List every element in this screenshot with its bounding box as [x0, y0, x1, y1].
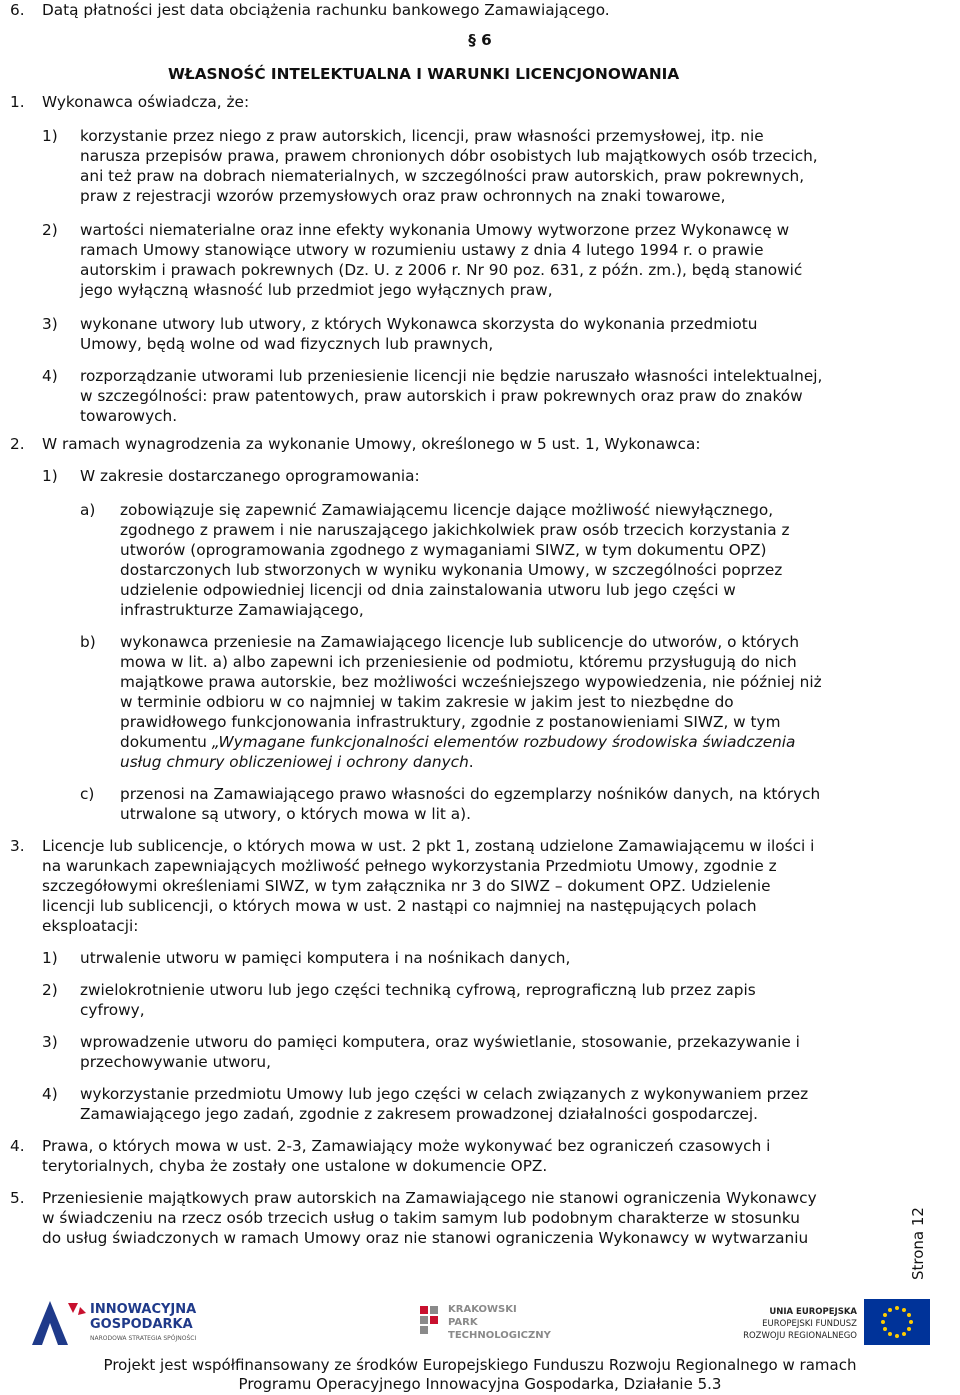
page-number-label: Strona 12 — [909, 1207, 927, 1280]
ig-logo-line3: NARODOWA STRATEGIA SPÓJNOŚCI — [90, 1335, 197, 1342]
paragraph-line: terytorialnych, chyba że zostały one ustalone w dokumencie OPZ. — [42, 1157, 548, 1175]
list-item-line: ramach Umowy stanowiące utwory w rozumieniu ustawy z dnia 4 lutego 1994 r. o prawie — [80, 241, 764, 259]
paragraph-line: Prawa, o których mowa w ust. 2-3, Zamawiający może wykonywać bez ograniczeń czasowych i — [42, 1137, 771, 1155]
list-number: 6. — [10, 1, 25, 19]
list-item-line: jego wyłączną własność lub przedmiot jego wyłącznych praw, — [80, 281, 553, 299]
list-item-line: cyfrowy, — [80, 1001, 145, 1019]
list-item-line: Zamawiającego jego zadań, zgodnie z zakresem prowadzonej działalności gospodarczej. — [80, 1105, 759, 1123]
list-item-line: autorskim i prawach pokrewnych (Dz. U. z 2006 r. Nr 90 poz. 631, z późn. zm.), będą stanowić — [80, 261, 803, 279]
list-item-line: wartości niematerialne oraz inne efekty wykonania Umowy wytworzone przez Wykonawcę w — [80, 221, 790, 239]
krakowski-park-technologiczny-logo — [418, 1302, 551, 1346]
list-number: 1) — [42, 949, 58, 967]
list-item-line: utrwalenie utworu w pamięci komputera i na nośnikach danych, — [80, 949, 571, 967]
list-letter: b) — [80, 633, 96, 651]
kppt-logo-line3: TECHNOLOGICZNY — [448, 1330, 551, 1341]
list-item-line: wykorzystanie przedmiotu Umowy lub jego części w celach związanych z wykonywaniem przez — [80, 1085, 809, 1103]
list-item-line: wykonane utwory lub utwory, z których Wykonawca skorzysta do wykonania przedmiotu — [80, 315, 758, 333]
document-title-italic: usług chmury obliczeniowej i ochrony danych — [120, 753, 469, 771]
paragraph-line: do usług świadczonych w ramach Umowy oraz nie stanowi ograniczenia Wykonawcy w wytwarzaniu — [42, 1229, 809, 1247]
list-item-line: wykonawca przeniesie na Zamawiającego licencje lub sublicencje do utworów, o których — [120, 633, 800, 651]
list-item-line: korzystanie przez niego z praw autorskich, licencji, praw własności przemysłowej, itp. nie — [80, 127, 764, 145]
paragraph-line: Licencje lub sublicencje, o których mowa w ust. 2 pkt 1, zostaną udzielone Zamawiającemu w ilości i — [42, 837, 815, 855]
list-number: 2. — [10, 435, 25, 453]
paragraph-line: na warunkach zapewniających możliwość pełnego wykorzystania Przedmiotu Umowy, zgodnie z — [42, 857, 777, 875]
list-item-line: udzielenie odpowiedniej licencji od dnia zainstalowania utworu lub jego części w — [120, 581, 736, 599]
text-run: dokumentu — [120, 733, 212, 751]
paragraph-intro: Wykonawca oświadcza, że: — [42, 93, 250, 111]
list-item-line: mowa w lit. a) albo zapewni ich przeniesienie od podmiotu, któremu przysługują do nich — [120, 653, 797, 671]
list-item-line: w terminie odbioru w co najmniej w takim zakresie w jakim jest to niezbędne do — [120, 693, 734, 711]
list-number: 1) — [42, 127, 58, 145]
text-run: . — [468, 753, 474, 771]
list-number: 1) — [42, 467, 58, 485]
list-item-line: Umowy, będą wolne od wad fizycznych lub prawnych, — [80, 335, 494, 353]
list-item-line: zgodnego z prawem i nie naruszającego jakichkolwiek praw osób trzecich korzystania z — [120, 521, 790, 539]
list-item-line: przenosi na Zamawiającego prawo własności do egzemplarzy nośników danych, na których — [120, 785, 821, 803]
list-number: 3. — [10, 837, 25, 855]
footer-line-1: Projekt jest współfinansowany ze środków Europejskiego Funduszu Rozwoju Regionalnego w ramach — [103, 1356, 857, 1374]
list-item-line: prawidłowego funkcjonowania infrastruktury, zgodnie z postanowieniami SIWZ, w tym — [120, 713, 781, 731]
list-item-line: utworów (oprogramowania zgodnego z wymaganiami SIWZ, w tym dokumentu OPZ) — [120, 541, 767, 559]
list-item-line: wprowadzenie utworu do pamięci komputera, oraz wyświetlanie, stosowanie, przekazywanie i — [80, 1033, 800, 1051]
list-item-line: W zakresie dostarczanego oprogramowania: — [80, 467, 420, 485]
list-item-line: dostarczonych lub stworzonych w wyniku wykonania Umowy, w szczególności poprzez — [120, 561, 783, 579]
list-letter: c) — [80, 785, 95, 803]
list-number: 4. — [10, 1137, 25, 1155]
list-item-line: rozporządzanie utworami lub przeniesienie licencji nie będzie naruszało własności intelektualnej, — [80, 367, 823, 385]
eu-logo-line3: ROZWOJU REGIONALNEGO — [743, 1331, 857, 1341]
kppt-mark-icon — [418, 1304, 448, 1344]
eu-flag-icon — [864, 1299, 930, 1345]
document-title-italic: „Wymagane funkcjonalności elementów rozbudowy środowiska świadczenia — [211, 733, 796, 751]
list-number: 1. — [10, 93, 25, 111]
list-item-line: utrwalone są utwory, o których mowa w lit a). — [120, 805, 471, 823]
list-number: 4) — [42, 1085, 58, 1103]
ig-logo-line2: GOSPODARKA — [90, 1317, 193, 1332]
list-item-line: majątkowe prawa autorskie, bez możliwości wcześniejszego wypowiedzenia, nie później niż — [120, 673, 822, 691]
section-title: WŁASNOŚĆ INTELEKTUALNA I WARUNKI LICENCJONOWANIA — [168, 65, 680, 83]
eu-logo-line1: UNIA EUROPEJSKA — [769, 1307, 857, 1317]
list-item-line: zobowiązuje się zapewnić Zamawiającemu licencje dające możliwość niewyłącznego, — [120, 501, 774, 519]
list-number: 2) — [42, 221, 58, 239]
kppt-logo-line1: KRAKOWSKI — [448, 1304, 517, 1315]
list-letter: a) — [80, 501, 96, 519]
list-item-line — [120, 752, 474, 772]
list-item-line: zwielokrotnienie utworu lub jego części techniką cyfrową, reprograficzną lub przez zapis — [80, 981, 756, 999]
eu-logo-line2: EUROPEJSKI FUNDUSZ — [762, 1319, 857, 1329]
list-number: 2) — [42, 981, 58, 999]
paragraph-text: Datą płatności jest data obciążenia rachunku bankowego Zamawiającego. — [42, 1, 610, 19]
list-number: 4) — [42, 367, 58, 385]
innowacyjna-gospodarka-logo — [28, 1297, 208, 1349]
paragraph-line: w świadczeniu na rzecz osób trzecich usług o takim samym lub podobnym charakterze w stosunku — [42, 1209, 800, 1227]
paragraph-line: Przeniesienie majątkowych praw autorskich na Zamawiającego nie stanowi ograniczenia Wykonawcy — [42, 1189, 817, 1207]
ig-logo-line1: INNOWACYJNA — [90, 1302, 197, 1317]
list-item-line: przechowywanie utworu, — [80, 1053, 271, 1071]
paragraph-line: licencji lub sublicencji, o których mowa w ust. 2 nastąpi co najmniej na następujących polach — [42, 897, 757, 915]
list-number: 3) — [42, 1033, 58, 1051]
eu-fund-logo — [682, 1297, 932, 1349]
list-item-line: towarowych. — [80, 407, 178, 425]
paragraph-line: szczegółowymi określeniami SIWZ, w tym załącznika nr 3 do SIWZ – dokument OPZ. Udzielenie — [42, 877, 771, 895]
list-number: 5. — [10, 1189, 25, 1207]
paragraph-line: eksploatacji: — [42, 917, 139, 935]
kppt-logo-line2: PARK — [448, 1317, 478, 1328]
list-item-line: infrastrukturze Zamawiającego, — [120, 601, 364, 619]
list-item-line: praw z rejestracji wzorów przemysłowych oraz praw ochronnych na znaki towarowe, — [80, 187, 726, 205]
list-item-line: narusza przepisów prawa, prawem chronionych dóbr osobistych lub majątkowych osób trzecich, — [80, 147, 818, 165]
list-item-line — [120, 732, 795, 752]
footer-line-2: Programu Operacyjnego Innowacyjna Gospodarka, Działanie 5.3 — [238, 1375, 722, 1393]
section-symbol: § 6 — [468, 31, 492, 49]
list-number: 3) — [42, 315, 58, 333]
list-item-line: ani też praw na dobrach niematerialnych, w szczególności praw autorskich, praw pokrewnych, — [80, 167, 805, 185]
paragraph-text: W ramach wynagrodzenia za wykonanie Umowy, określonego w 5 ust. 1, Wykonawca: — [42, 435, 701, 453]
list-item-line: w szczególności: praw patentowych, praw autorskich i praw pokrewnych oraz praw do znaków — [80, 387, 803, 405]
